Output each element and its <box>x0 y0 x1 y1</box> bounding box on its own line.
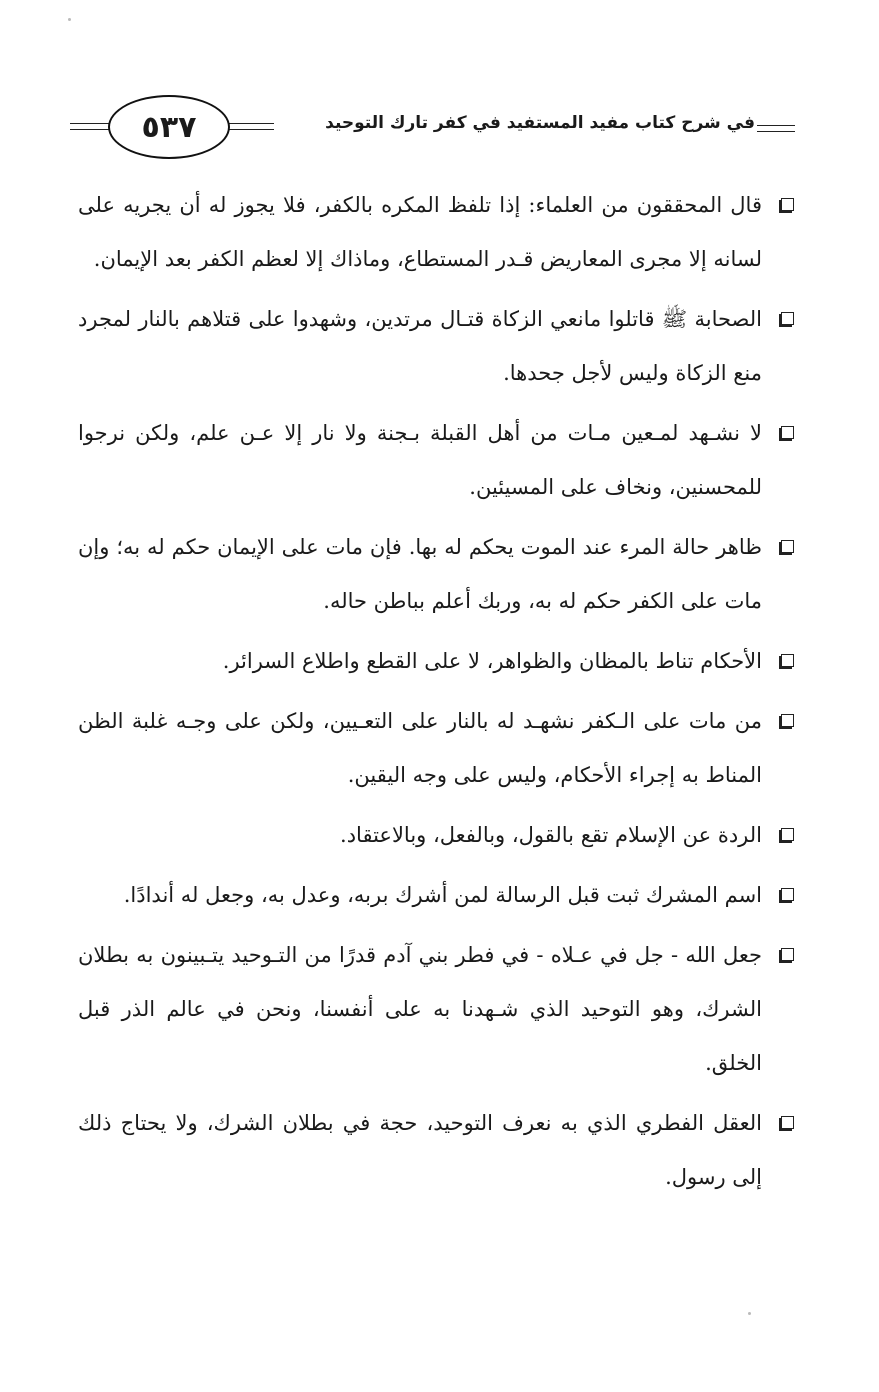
list-item <box>78 406 794 514</box>
list-item-text: ظاهر حالة المرء عند الموت يحكم له بها. فإن مات على الإيمان حكم له به؛ وإن مات على الكفر حكم له به، وربك أعلم بباطن حاله. <box>78 535 762 613</box>
list-item-text: جعل الله - جل في عـلاه - في فطر بني آدم قدرًا من التـوحيد يتـبينون به بطلان الشرك، وهو التوحيد الذي شـهدنا به على أنفسنا، ونحن في عالم الذر قبل الخلق. <box>78 943 762 1075</box>
header-rule <box>757 125 795 132</box>
list-item-text: قال المحققون من العلماء: إذا تلفظ المكره بالكفر، فلا يجوز له أن يجريه على لسانه إلا مجرى المعاريض قـدر المستطاع، وماذاك إلا لعظم الكفر بعد الإيمان. <box>78 193 762 271</box>
scan-speck <box>68 18 71 21</box>
square-bullet-icon <box>781 1116 794 1129</box>
list-item-text: الردة عن الإسلام تقع بالقول، وبالفعل، وبالاعتقاد. <box>340 823 762 847</box>
list-item <box>78 1096 794 1204</box>
running-header <box>70 90 795 160</box>
list-item-text: من مات على الـكفر نشهـد له بالنار على التعـيين، ولكن على وجـه غلبة الظن المناط به إجراء الأحكام، وليس على وجه اليقين. <box>78 709 762 787</box>
list-item <box>78 808 794 862</box>
square-bullet-icon <box>781 426 794 439</box>
list-item <box>78 292 794 400</box>
list-item-text: الصحابة ﷺ قاتلوا مانعي الزكاة قتـال مرتدين، وشهدوا على قتلاهم بالنار لمجرد منع الزكاة وليس لأجل جحدها. <box>78 307 762 385</box>
list-item <box>78 634 794 688</box>
square-bullet-icon <box>781 540 794 553</box>
list-item <box>78 694 794 802</box>
square-bullet-icon <box>781 654 794 667</box>
list-item <box>78 928 794 1090</box>
book-title: في شرح كتاب مفيد المستفيد في كفر تارك التوحيد <box>325 113 755 133</box>
list-item <box>78 868 794 922</box>
page-number-oval <box>108 95 230 159</box>
square-bullet-icon <box>781 828 794 841</box>
list-item <box>78 178 794 286</box>
square-bullet-icon <box>781 312 794 325</box>
page-content <box>78 178 794 1210</box>
list-item-text: اسم المشرك ثبت قبل الرسالة لمن أشرك بربه، وعدل به، وجعل له أندادًا. <box>123 883 762 907</box>
square-bullet-icon <box>781 198 794 211</box>
square-bullet-icon <box>781 888 794 901</box>
list-item-text: العقل الفطري الذي به نعرف التوحيد، حجة في بطلان الشرك، ولا يحتاج ذلك إلى رسول. <box>78 1111 762 1189</box>
list-item-text: لا نشـهد لمـعين مـات من أهل القبلة بـجنة ولا نار إلا عـن علم، ولكن نرجوا للمحسنين، ونخاف على المسيئين. <box>78 421 762 499</box>
scan-speck <box>748 1312 751 1315</box>
page-number: ٥٣٧ <box>141 109 197 145</box>
square-bullet-icon <box>781 948 794 961</box>
list-item <box>78 520 794 628</box>
square-bullet-icon <box>781 714 794 727</box>
list-item-text: الأحكام تناط بالمظان والظواهر، لا على القطع واطلاع السرائر. <box>222 649 762 673</box>
